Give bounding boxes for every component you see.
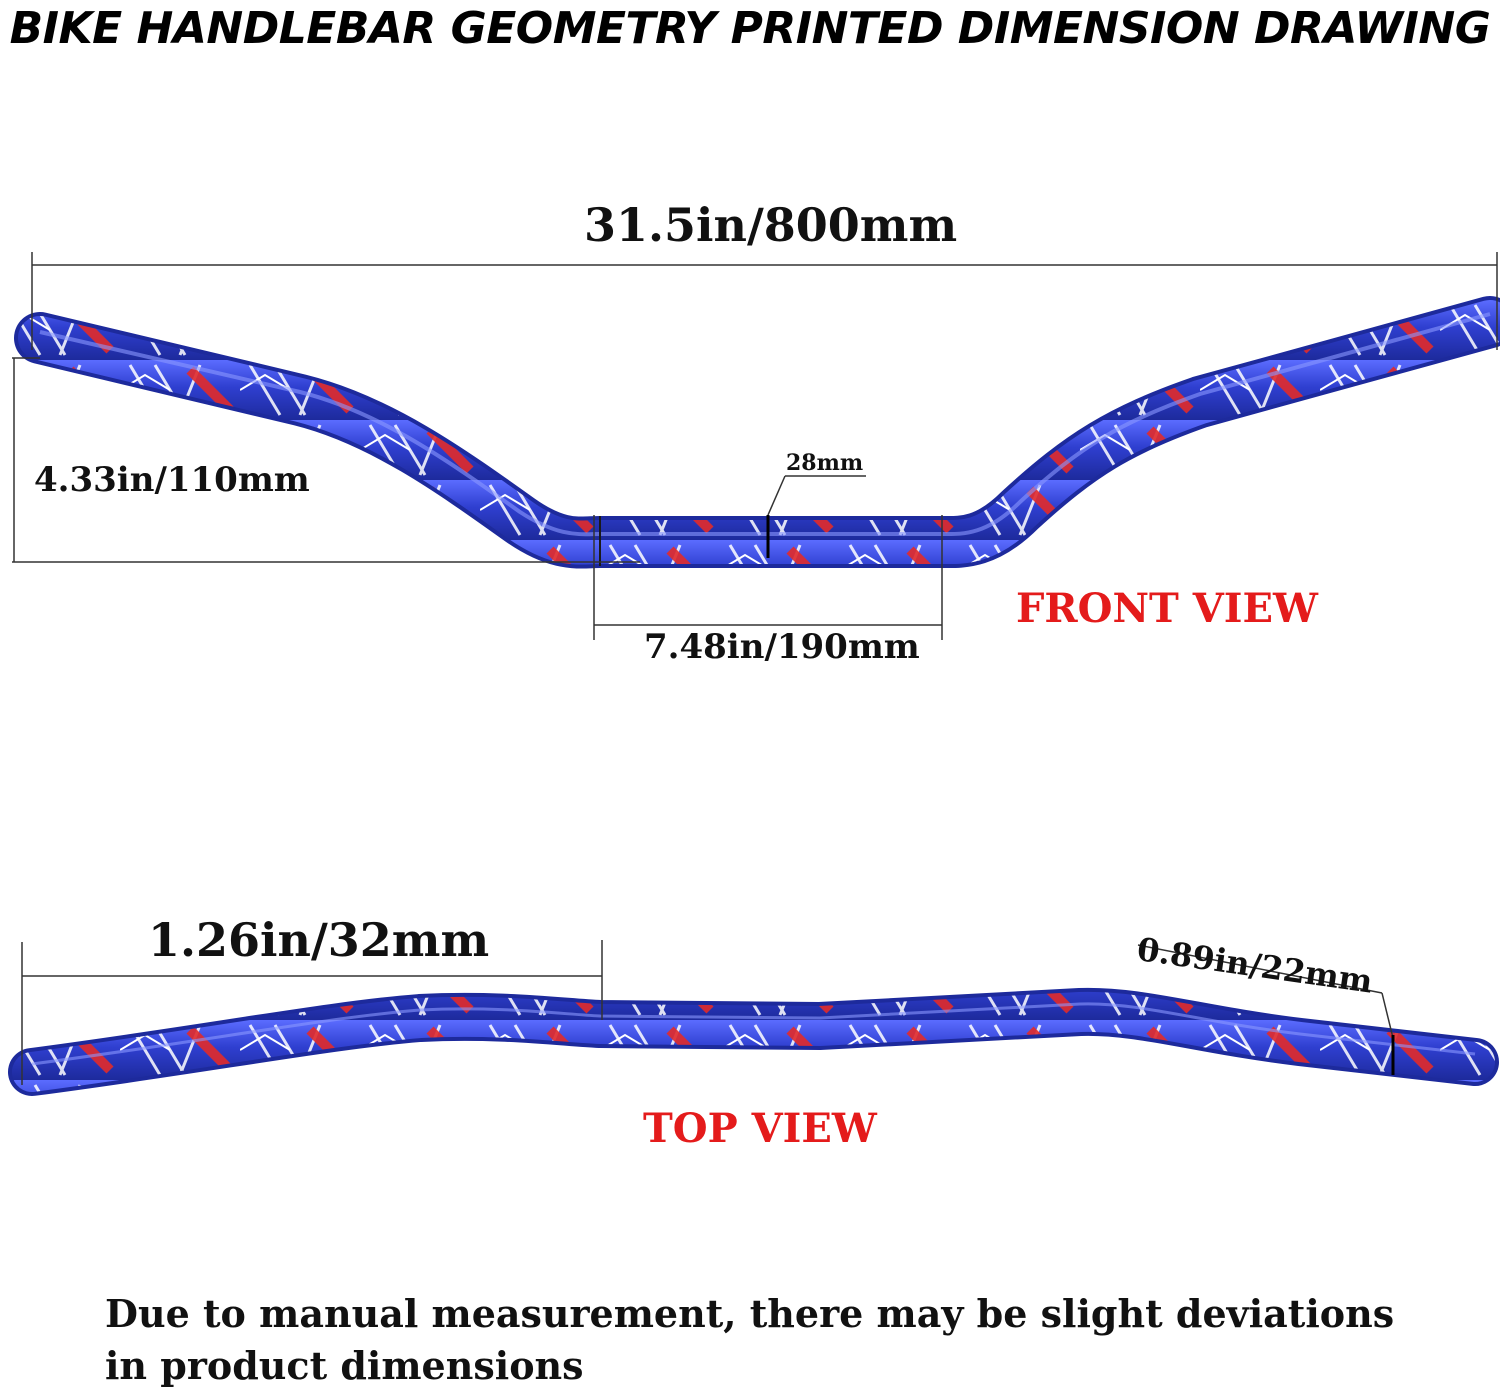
end-diameter-label: 0.89in/22mm [1134, 930, 1375, 1001]
center-width-label: 7.48in/190mm [644, 627, 920, 667]
front-view-handlebar [40, 314, 1490, 566]
clamp-diameter-label: 1.26in/32mm [148, 913, 490, 967]
measurement-note: Due to manual measurement, there may be slight deviations in product dimensions [105, 1291, 1395, 1388]
center-diameter-label: 28mm [786, 450, 864, 476]
front-view-label: FRONT VIEW [1016, 585, 1318, 632]
top-view-handlebar [32, 1004, 1475, 1072]
total-width-label: 31.5in/800mm [584, 198, 958, 252]
rise-label: 4.33in/110mm [34, 460, 310, 500]
front-dimension-lines [12, 252, 1497, 640]
page-title: BIKE HANDLEBAR GEOMETRY PRINTED DIMENSION DRAWING [9, 3, 1491, 54]
top-view-label: TOP VIEW [643, 1105, 877, 1152]
